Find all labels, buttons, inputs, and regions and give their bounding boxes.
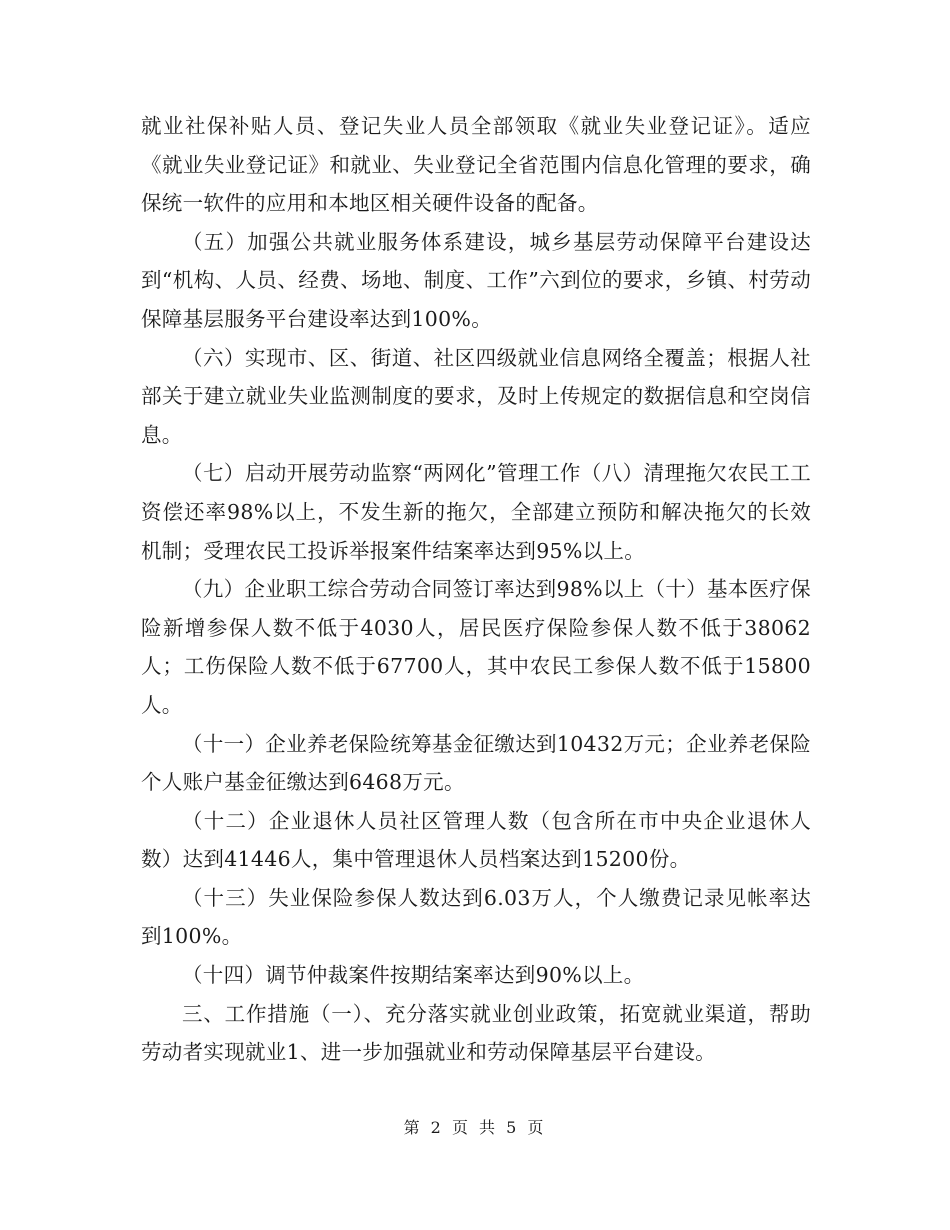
paragraph-item-14: （十四）调节仲裁案件按期结案率达到90%以上。 bbox=[182, 963, 645, 988]
paragraph-item-5: （五）加强公共就业服务体系建设，城乡基层劳动保障平台建设达到“机构、人员、经费、场地、制度、工作”六到位的要求，乡镇、村劳动保障基层服务平台建设率达到100%。 bbox=[141, 229, 811, 331]
paragraph-item-7-8: （七）启动开展劳动监察“两网化”管理工作（八）清理拖欠农民工工资偿还率98%以上，不发生新的拖欠，全部建立预防和解决拖欠的长效机制；受理农民工投诉举报案件结案率达到95%以上。 bbox=[141, 461, 811, 563]
paragraph-section-3: 三、工作措施（一）、充分落实就业创业政策，拓宽就业渠道，帮助劳动者实现就业1、进一步加强就业和劳动保障基层平台建设。 bbox=[141, 1001, 811, 1065]
paragraph-continued: 就业社保补贴人员、登记失业人员全部领取《就业失业登记证》。适应《就业失业登记证》和就业、失业登记全省范围内信息化管理的要求，确保统一软件的应用和本地区相关硬件设备的配备。 bbox=[141, 114, 811, 216]
paragraph-item-11: （十一）企业养老保险统筹基金征缴达到10432万元；企业养老保险个人账户基金征缴达到6468万元。 bbox=[141, 731, 811, 795]
page-number-footer: 第 2 页 共 5 页 bbox=[403, 1118, 547, 1137]
paragraph-item-9-10: （九）企业职工综合劳动合同签订率达到98%以上（十）基本医疗保险新增参保人数不低于4030人，居民医疗保险参保人数不低于38062人；工伤保险人数不低于67700人，其中农民工参保人数不低于15800人。 bbox=[141, 577, 811, 717]
paragraph-item-12: （十二）企业退休人员社区管理人数（包含所在市中央企业退休人数）达到41446人，集中管理退休人员档案达到15200份。 bbox=[141, 808, 811, 872]
document-body bbox=[141, 107, 811, 1072]
paragraph-item-6: （六）实现市、区、街道、社区四级就业信息网络全覆盖；根据人社部关于建立就业失业监测制度的要求，及时上传规定的数据信息和空岗信息。 bbox=[141, 345, 811, 447]
paragraph-item-13: （十三）失业保险参保人数达到6.03万人，个人缴费记录见帐率达到100%。 bbox=[141, 885, 811, 949]
